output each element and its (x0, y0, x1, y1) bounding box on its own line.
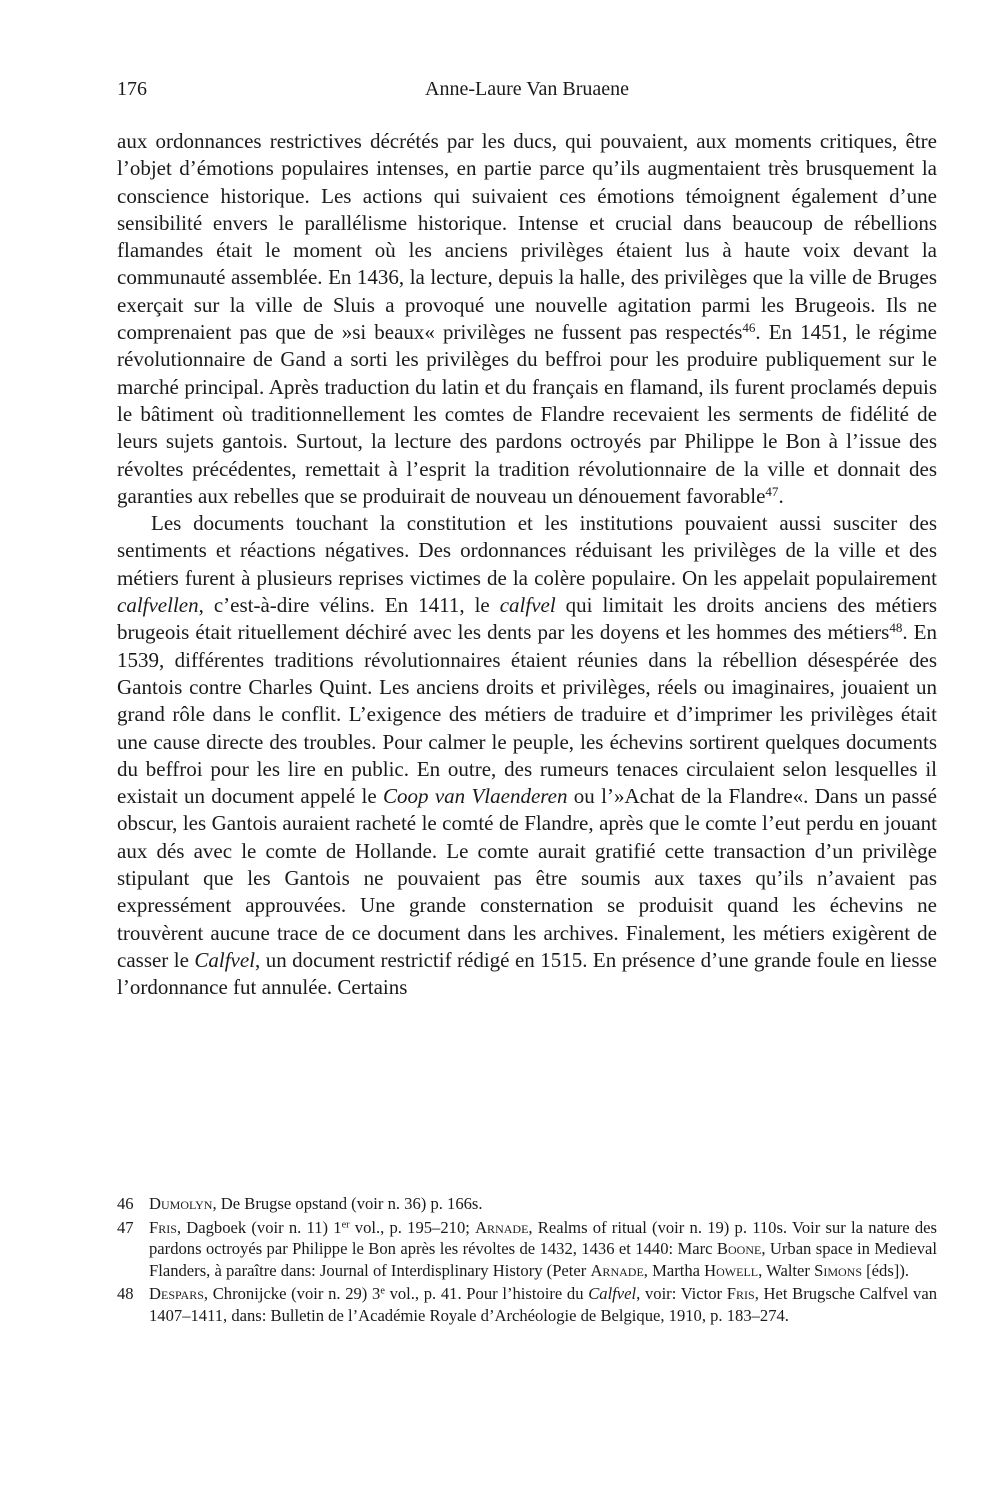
text-run: ou l’»Achat de la Flandre«. Dans un passé obscur, les Gantois auraient racheté le comté de Flandre, après que le comte l’eut perdu en jouant aux dés avec le comte de Hollande. Le comte aurait gratifié cette transaction d’un privilège stipulant que les Gantois ne pouvaient pas être soumis aux taxes qu’ils n’avaient pas expressément approuvées. Une grande consternation se produisit quand les échevins ne trouvèrent aucune trace de ce document dans les archives. Finalement, les métiers exigèrent de casser le (117, 784, 937, 972)
paragraph-1 (117, 128, 937, 510)
footnote-text: vol., p. 195–210; (349, 1217, 476, 1237)
author-name: Fris (149, 1217, 177, 1237)
footnotes (117, 1193, 937, 1328)
page-header (117, 78, 937, 108)
footnote-text: , Martha (643, 1260, 705, 1280)
italic-term: calfvellen (117, 593, 199, 618)
text-run: . (778, 483, 784, 508)
text-run: Les documents touchant la constitution et les institutions pouvaient aussi susciter des sentiments et réactions négatives. Des ordonnances réduisant les privilèges de la ville et des métiers furent à plusieurs reprises victimes de la colère populaire. On les appelait populairement (117, 511, 937, 590)
author-name: Despars (149, 1284, 204, 1303)
running-head: Anne-Laure Van Bruaene (425, 78, 629, 100)
footnote-number: 47 (117, 1217, 134, 1237)
footnote-text: , Walter (758, 1260, 815, 1280)
footnote-text: , Chronijcke (voir n. 29) 3 (203, 1284, 381, 1303)
paragraph-2 (117, 510, 937, 1001)
italic-term: Calfvel (194, 947, 256, 972)
footnote-number: 46 (117, 1194, 134, 1213)
author-name: Arnade (475, 1217, 529, 1237)
footnote-text: , Dagboek (voir n. 11) 1 (176, 1217, 342, 1237)
text-run: , c’est-à-dire vélins. En 1411, le (198, 593, 500, 618)
footnote-text: , Urban space in Medieval Flanders, à paraître dans: Journal of Interdisplinary History (Peter (149, 1239, 937, 1280)
footnote-ref-46: 46 (742, 319, 756, 335)
text-run: . En 1539, différentes traditions révolutionnaires étaient réunies dans la rébellion désespérée des Gantois contre Charles Quint. Les anciens droits et privilèges, réels ou imaginaires, jouaient un grand rôle dans le conflit. L’exigence des métiers de traduire et d’imprimer les privilèges était une cause directe des troubles. Pour calmer le peuple, les échevins sortirent quelques documents du beffroi pour les lire en public. En outre, des rumeurs tenaces circulaient selon lesquelles il existait un document appelé le (117, 620, 938, 809)
footnote-46 (117, 1193, 937, 1215)
author-name: Fris (726, 1284, 755, 1303)
page-number: 176 (117, 78, 147, 100)
footnote-text: , Realms of ritual (voir n. 19) p. 110s. Voir sur la nature des pardons octroyés par Philippe le Bon après les révoltes de 1432, 1436 et 1440: Marc (149, 1217, 937, 1258)
text-run: aux ordonnances restrictives décrétés par les ducs, qui pouvaient, aux moments critiques, être l’objet d’émotions populaires intenses, en partie parce qu’ils augmentaient très brusquement la conscience historique. Les actions qui suivaient ces émotions témoignent également d’une sensibilité envers le parallélisme historique. Intense et crucial dans beaucoup de rébellions flamandes était le moment où les anciens privilèges étaient lus à haute voix devant la communauté assemblée. En 1436, la lecture, depuis la halle, des privilèges que la ville de Bruges exerçait sur la ville de Sluis a provoqué une nouvelle agitation parmi les Brugeois. Ils ne comprenaient pas que de »si beaux« privilèges ne fussent pas respectés (117, 129, 937, 345)
footnote-text: vol., p. 41. Pour l’histoire du (384, 1284, 589, 1303)
footnote-ref-48: 48 (889, 620, 903, 636)
italic-term: Coop van Vlaenderen (383, 784, 568, 809)
footnote-ref-47: 47 (765, 483, 779, 499)
author-name: Boone (716, 1239, 762, 1258)
footnote-text: , voir: Victor (636, 1284, 727, 1303)
footnote-48 (117, 1283, 937, 1326)
ordinal-suffix: e (380, 1285, 385, 1297)
footnote-text: [éds]). (862, 1260, 909, 1280)
footnote-text: , De Brugse opstand (voir n. 36) p. 166s. (212, 1194, 483, 1213)
footnote-text: , Het Brugsche Calfvel van 1407–1411, dans: Bulletin de l’Académie Royale d’Archéologie de Belgique, 1910, p. 183–274. (149, 1284, 937, 1325)
author-name: Howell (704, 1260, 759, 1280)
footnote-47 (117, 1217, 937, 1282)
author-name: Arnade (590, 1260, 644, 1280)
author-name: Dumolyn (149, 1194, 213, 1213)
text-run: . En 1451, le régime révolutionnaire de Gand a sorti les privilèges du beffroi pour les produire publiquement sur le marché principal. Après traduction du latin et du français en flamand, ils furent proclamés depuis le bâtiment où traditionnellement les comtes de Flandre recevaient les serments de fidélité de leurs sujets gantois. Surtout, la lecture des pardons octroyés par Philippe le Bon à l’issue des révoltes précédentes, remettait à l’esprit la tradition révolutionnaire de la ville et donnait des garanties aux rebelles que se produirait de nouveau un dénouement favorable (117, 320, 937, 508)
text-run: , un document restrictif rédigé en 1515. En présence d’une grande foule en liesse l’ordonnance fut annulée. Certains (117, 947, 937, 1000)
author-name: Simons (814, 1260, 862, 1280)
body-text (117, 128, 937, 1002)
text-run: qui limitait les droits anciens des métiers brugeois était rituellement déchiré avec les dents par les doyens et les hommes des métiers (117, 593, 938, 645)
italic-term: calfvel (499, 593, 556, 618)
footnote-number: 48 (117, 1284, 134, 1303)
ordinal-suffix: er (341, 1218, 350, 1230)
italic-term: Calfvel (588, 1284, 637, 1303)
